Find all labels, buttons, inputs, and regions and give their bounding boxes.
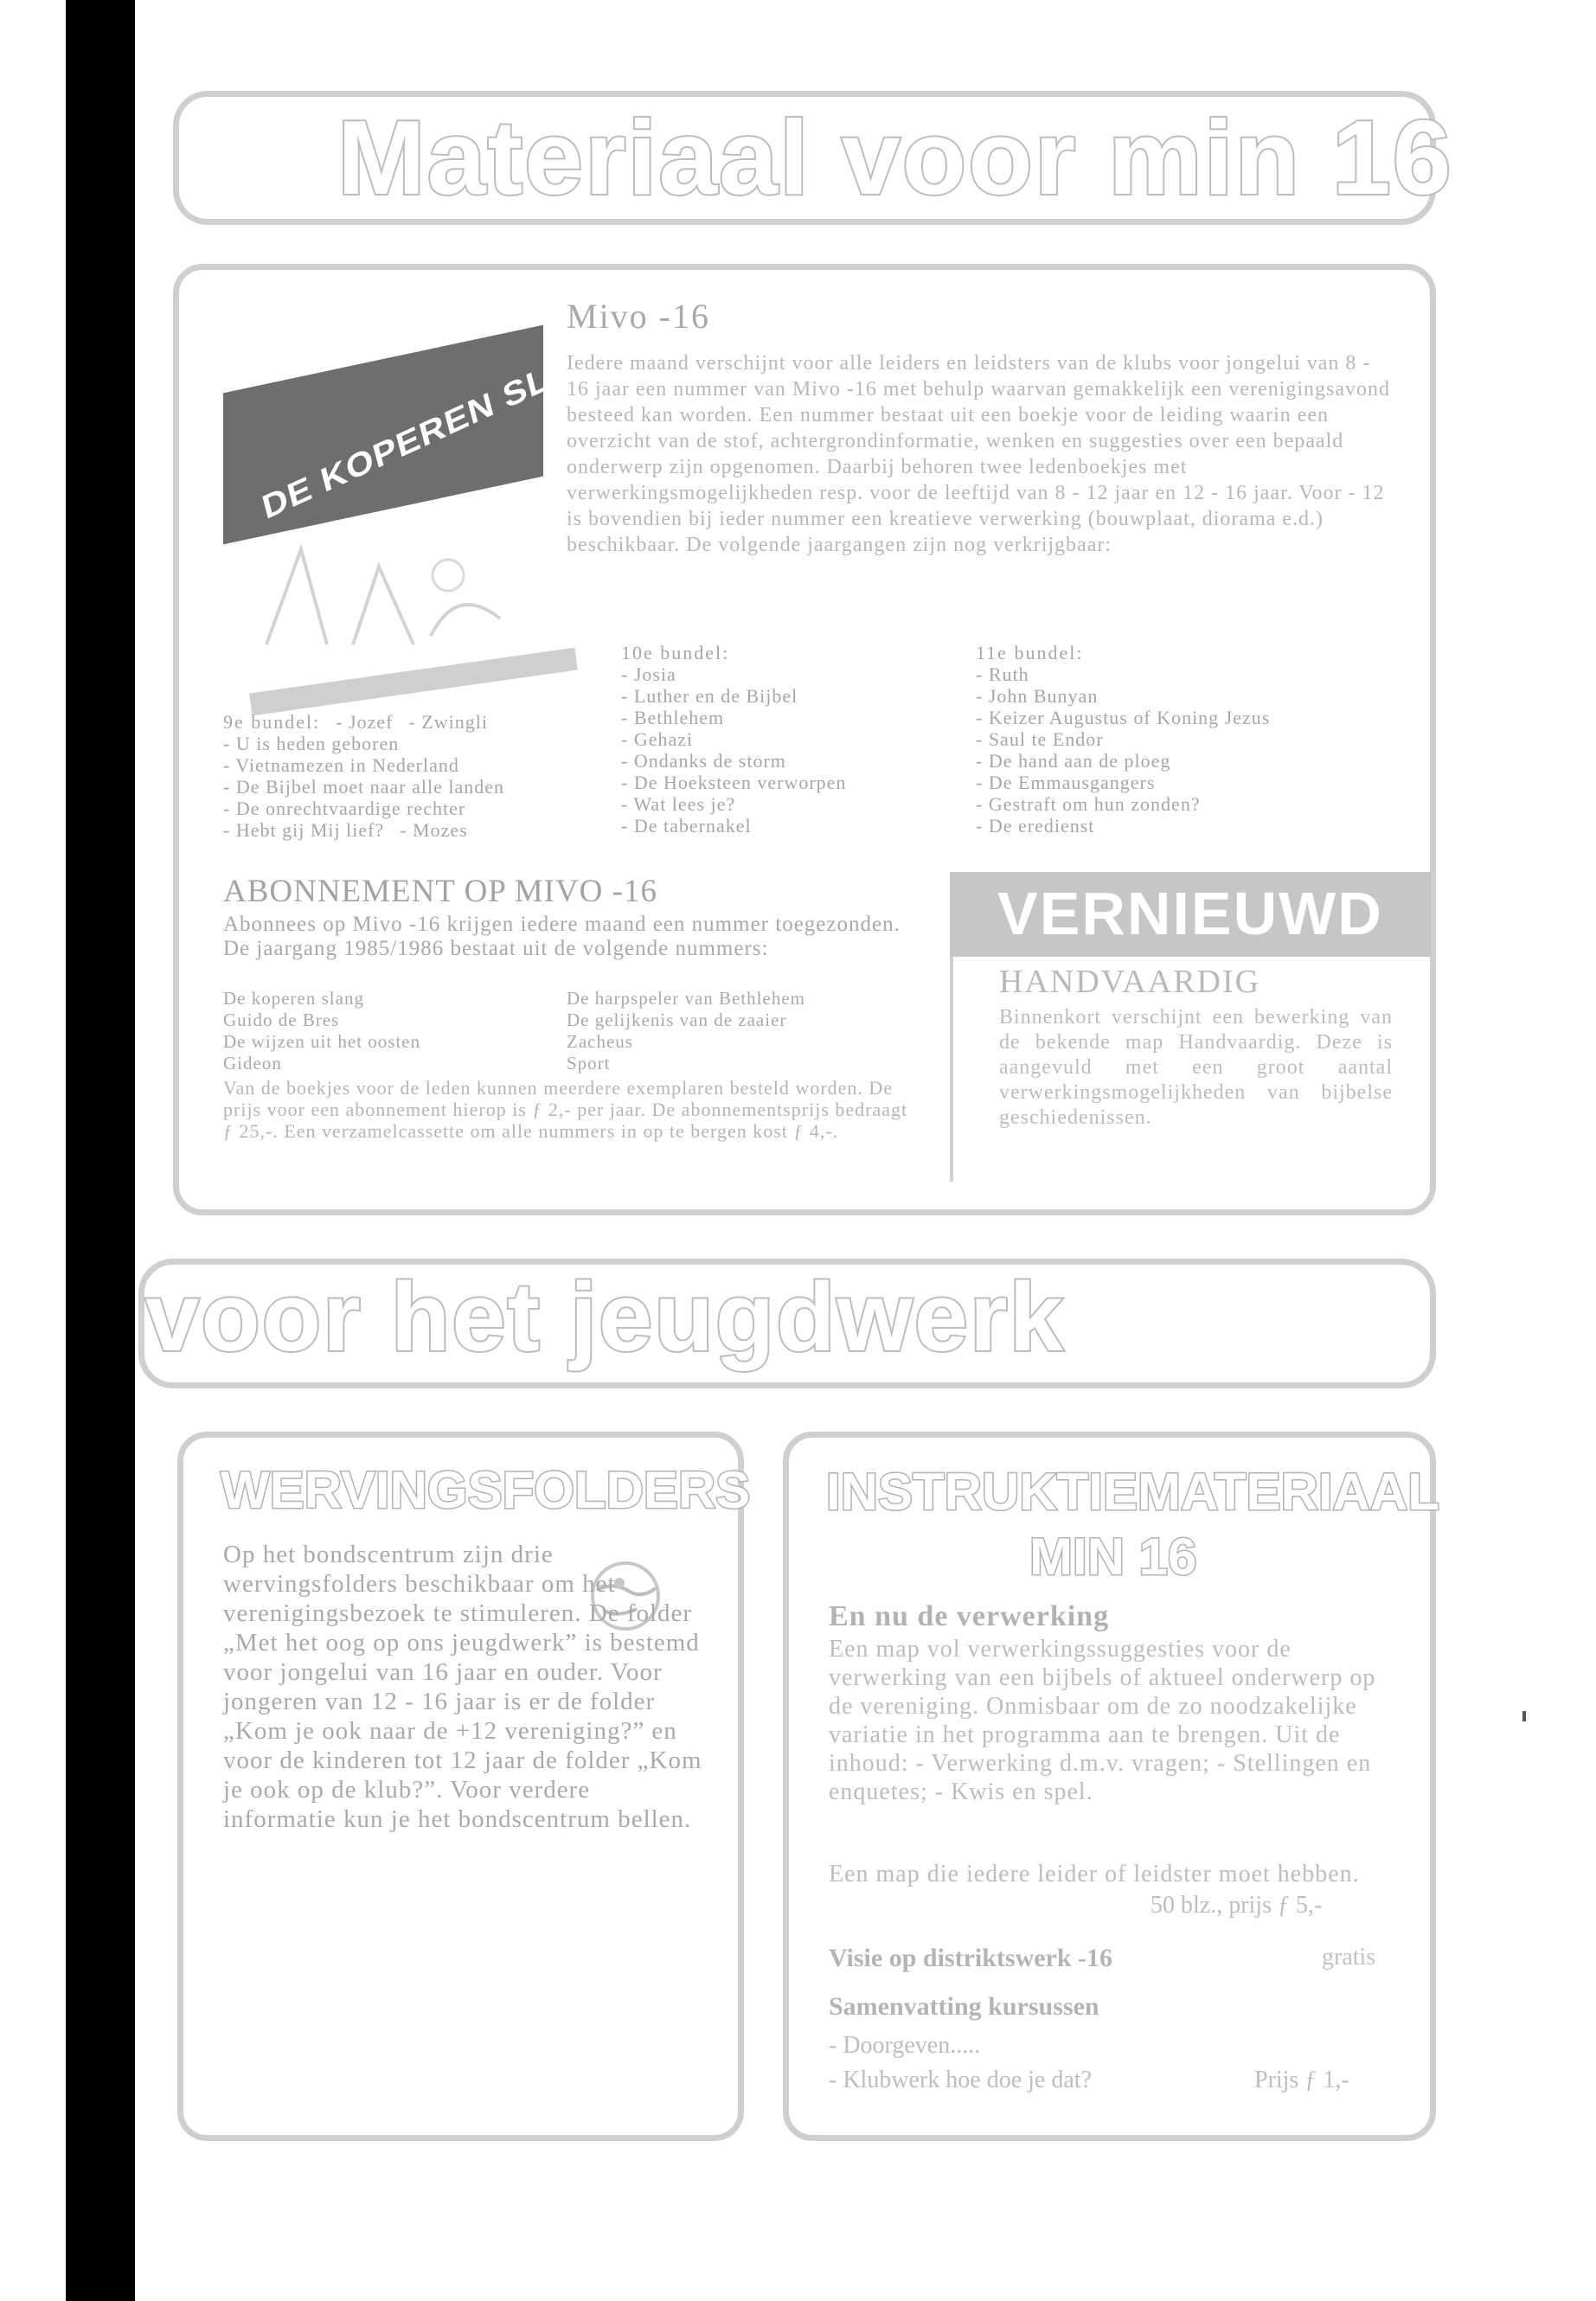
bundle-11 bbox=[976, 642, 1408, 836]
bundle-item: - Gestraft om hun zonden? bbox=[976, 793, 1201, 815]
promo-image-de-koperen-slang bbox=[223, 307, 631, 714]
nummer-item: Zacheus bbox=[567, 1031, 633, 1052]
nummer-item: Guido de Bres bbox=[223, 1009, 340, 1030]
bundle-item: - Jozef bbox=[336, 711, 394, 733]
bundle-item: - Saul te Endor bbox=[976, 728, 1104, 750]
bundle-item: - De hand aan de ploeg bbox=[976, 750, 1171, 772]
stray-mark bbox=[1522, 1711, 1526, 1721]
abonnement-title: ABONNEMENT OP MIVO -16 bbox=[223, 874, 657, 909]
bundle-item: - Mozes bbox=[400, 819, 468, 841]
abonnement-text: Abonnees op Mivo -16 krijgen iedere maand een nummer toegezonden. De jaargang 1985/1986 bestaat uit de volgende nummers: bbox=[223, 913, 901, 960]
nummer-item: Gideon bbox=[223, 1053, 282, 1074]
vernieuwd-label: VERNIEUWD bbox=[997, 880, 1383, 947]
top-banner-title: Materiaal voor min 16 bbox=[337, 99, 1453, 216]
samenvatting-item: - Klubwerk hoe doe je dat? bbox=[829, 2067, 1092, 2093]
scan-edge-bar bbox=[66, 0, 135, 2301]
instruktiemateriaal-subtitle: MIN 16 bbox=[1029, 1528, 1197, 1586]
bundle-heading: 9e bundel: bbox=[223, 711, 321, 733]
bundle-item: - De Emmausgangers bbox=[976, 772, 1156, 793]
column-divider bbox=[950, 957, 953, 1182]
nummer-item: De harpspeler van Bethlehem bbox=[567, 988, 805, 1009]
verwerking-text-2: Een map die iedere leider of leidster moet hebben. bbox=[829, 1861, 1360, 1888]
samenvatting-item: - Doorgeven..... bbox=[829, 2032, 981, 2059]
wervingsfolders-title: WERVINGSFOLDERS bbox=[221, 1461, 751, 1519]
nummer-item: De gelijkenis van de zaaier bbox=[567, 1009, 787, 1030]
promo-sketch-illustration bbox=[249, 515, 526, 653]
mivo-title: Mivo -16 bbox=[567, 297, 710, 336]
bundle-item: - Ruth bbox=[976, 663, 1029, 685]
bundle-heading: 11e bundel: bbox=[976, 642, 1084, 663]
bundle-item: - Wat lees je? bbox=[621, 793, 736, 815]
mivo-intro: Iedere maand verschijnt voor alle leiders en leidsters van de klubs voor jongelui van 8 - 16 jaar een nummer van Mivo -16 met behulp waarvan gemakkelijk een verenigingsavond besteed kan worden. Een nummer bestaat uit een boekje voor de leiding waarin een overzicht van de stof, achtergrondinformatie, wenken en suggesties over een bepaald onderwerp zijn opgenomen. Daarbij behoren twee ledenboekjes met verwerkingsmogelijkheden resp. voor de leeftijd van 8 - 12 jaar en 12 - 16 jaar. Voor - 12 is bovendien bij ieder nummer een kreatieve verwerking (bouwplaat, diorama e.d.) beschikbaar. De volgende jaargangen zijn nog verkrijgbaar: bbox=[567, 352, 1391, 556]
bundle-item: - Keizer Augustus of Koning Jezus bbox=[976, 707, 1271, 728]
verwerking-price: 50 blz., prijs ƒ 5,- bbox=[1151, 1892, 1323, 1919]
verwerking-heading: En nu de verwerking bbox=[829, 1600, 1110, 1632]
samenvatting-price: Prijs ƒ 1,- bbox=[1254, 2067, 1349, 2093]
bundle-item: - Luther en de Bijbel bbox=[621, 685, 798, 707]
abonnement-text-2: Van de boekjes voor de leden kunnen meerdere exemplaren besteld worden. De prijs voor een abonnement hierop is ƒ 2,- per jaar. De abonnementsprijs bedraagt ƒ 25,-. Een verzamelcassette om alle nummers in op te bergen kost ƒ 4,-. bbox=[223, 1077, 908, 1142]
bundle-item: - Zwingli bbox=[408, 711, 489, 733]
handvaardig-text: Binnenkort verschijnt een bewerking van de bekende map Handvaardig. Deze is aangevuld met een groot aantal verwerkingsmogelijkheden van bijbelse geschiedenissen. bbox=[999, 1006, 1393, 1129]
bundle-item: - De Bijbel moet naar alle landen bbox=[223, 776, 504, 798]
bundle-item: - De eredienst bbox=[976, 815, 1095, 836]
nummer-item: De wijzen uit het oosten bbox=[223, 1031, 421, 1052]
bundle-9 bbox=[223, 711, 586, 841]
samenvatting-heading: Samenvatting kursussen bbox=[829, 1992, 1099, 2021]
visie-title: Visie op distriktswerk -16 bbox=[829, 1944, 1113, 1972]
bundle-item: - Hebt gij Mij lief? bbox=[223, 819, 385, 841]
bottom-banner-title: voor het jeugdwerk bbox=[145, 1263, 1065, 1371]
nummer-item: Sport bbox=[567, 1053, 611, 1074]
vernieuwd-banner bbox=[950, 872, 1431, 957]
nummers-left bbox=[223, 988, 420, 1074]
nummer-item: De koperen slang bbox=[223, 988, 364, 1009]
instruktiemateriaal-title: INSTRUKTIEMATERIAAL bbox=[826, 1463, 1439, 1521]
bundle-item: - Bethlehem bbox=[621, 707, 725, 728]
wervingsfolders-text: Op het bondscentrum zijn drie wervingsfolders beschikbaar om het verenigingsbezoek te stimuleren. De folder „Met het oog op ons jeugdwerk” is bestemd voor jongelui van 16 jaar en ouder. Voor jongeren van 12 - 16 jaar is er de folder „Kom je ook naar de +12 vereniging?” en voor de kinderen tot 12 jaar de folder „Kom je ook op de klub?”. Voor verdere informatie kun je het bondscentrum bellen. bbox=[223, 1541, 702, 1833]
nummers-right bbox=[567, 988, 805, 1074]
bundle-item: - De onrechtvaardige rechter bbox=[223, 798, 466, 819]
bundle-item: - Ondanks de storm bbox=[621, 750, 786, 772]
bundle-item: - De Hoeksteen verworpen bbox=[621, 772, 847, 793]
bundle-heading: 10e bundel: bbox=[621, 642, 730, 663]
bundle-10 bbox=[621, 642, 941, 836]
verwerking-text: Een map vol verwerkingssuggesties voor de verwerking van een bijbels of aktueel onderwerp op de vereniging. Onmisbaar om de zo noodzakelijke variatie in het programma aan te brengen. Uit de inhoud: - Verwerking d.m.v. vragen; - Stellingen en enquetes; - Kwis en spel. bbox=[829, 1636, 1376, 1805]
visie-price: gratis bbox=[1322, 1944, 1376, 1971]
promo-label: DE KOPEREN SLANG bbox=[258, 324, 631, 527]
bundle-item: - De tabernakel bbox=[621, 815, 752, 836]
bundle-item: - John Bunyan bbox=[976, 685, 1099, 707]
handvaardig-title: HANDVAARDIG bbox=[999, 964, 1261, 1000]
bundle-item: - Gehazi bbox=[621, 728, 694, 750]
bundle-item: - Vietnamezen in Nederland bbox=[223, 754, 459, 776]
bundle-item: - Josia bbox=[621, 663, 676, 685]
bundle-item: - U is heden geboren bbox=[223, 733, 400, 754]
